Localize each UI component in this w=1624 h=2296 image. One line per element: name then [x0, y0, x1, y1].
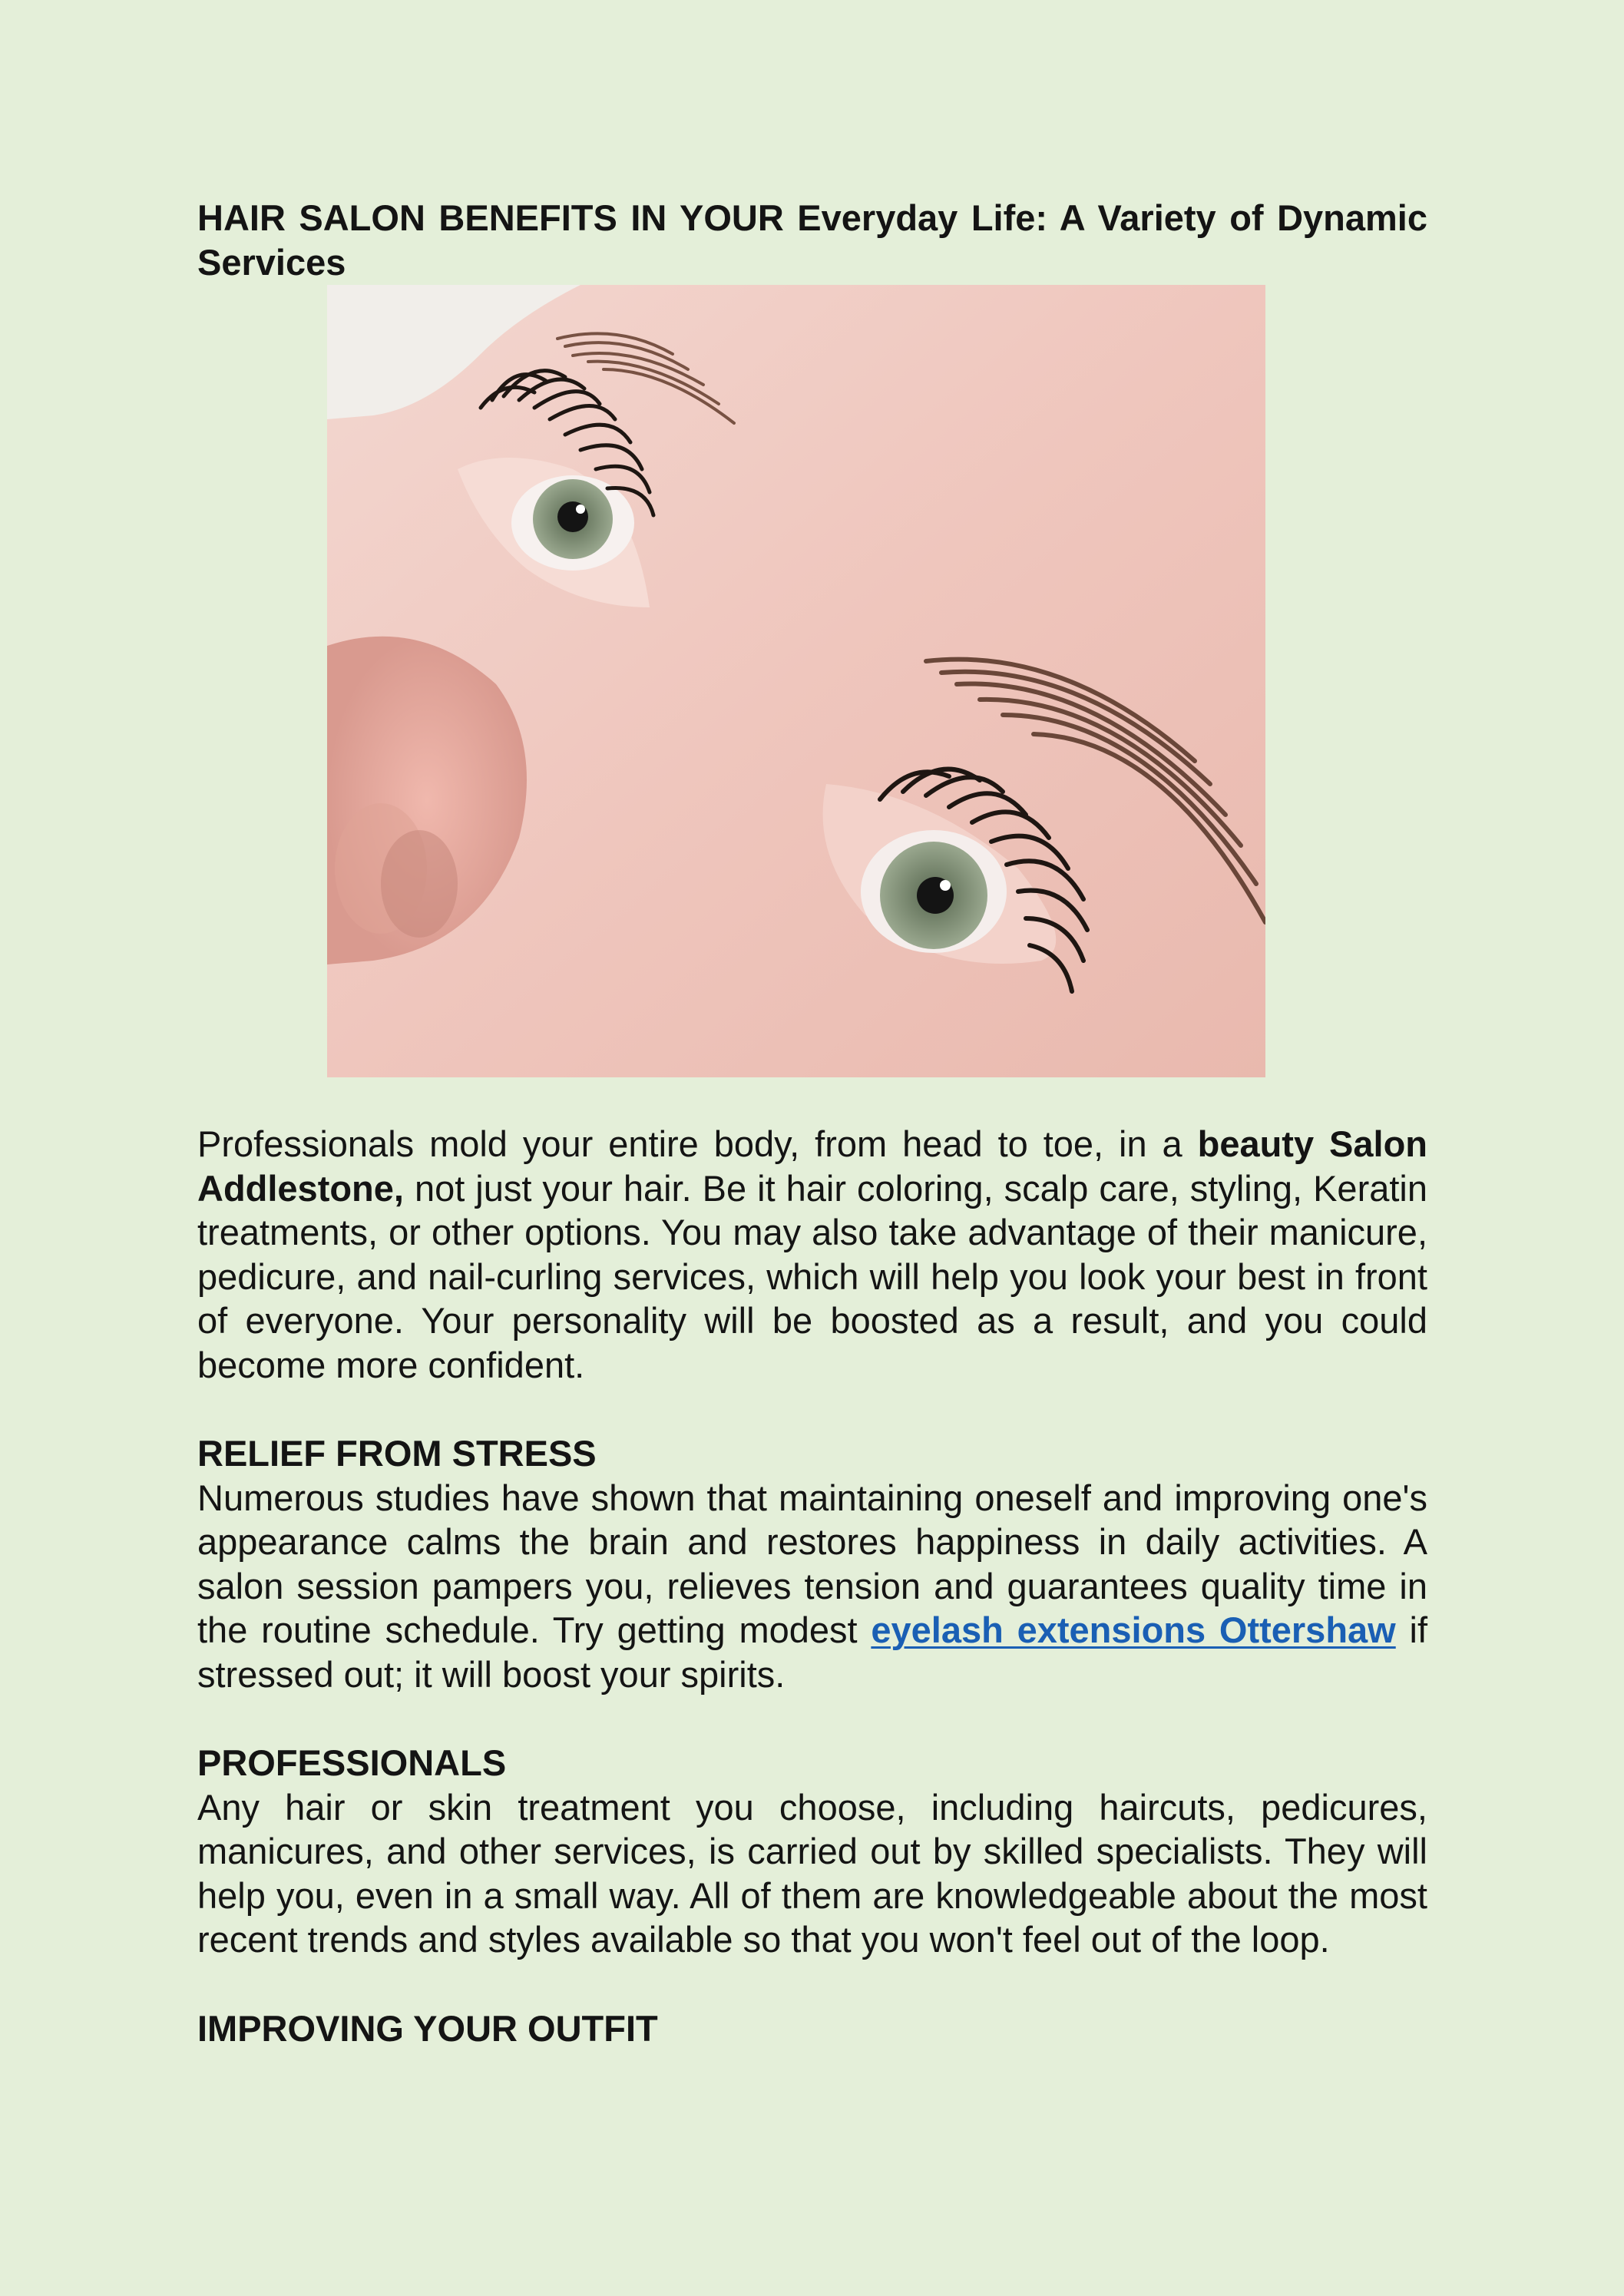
relief-text-1: Numerous studies have shown that maintaining oneself and improving one's appearance calms the brain and restores happiness in daily activities. A salon session pampers you, relieves tension and guarantees quality time in the routine schedule. Try getting modest: [197, 1477, 1427, 1650]
professionals-paragraph: Any hair or skin treatment you choose, including haircuts, pedicures, manicures, and other services, is carried out by skilled specialists. They will help you, even in a small way. All of them are knowledgeable about the most recent trends and styles available so that you won't feel out of the loop.: [197, 1786, 1427, 1960]
eyelash-extensions-link[interactable]: eyelash extensions Ottershaw: [871, 1610, 1396, 1650]
section-heading-relief: RELIEF FROM STRESS: [197, 1433, 597, 1474]
intro-text-1: Professionals mold your entire body, from head to toe, in a: [197, 1123, 1198, 1164]
page-title: HAIR SALON BENEFITS IN YOUR Everyday Life: A Variety of Dynamic Services: [197, 197, 1427, 283]
intro-paragraph: [197, 1122, 1427, 1387]
intro-text-2: not just your hair. Be it hair coloring, scalp care, styling, Keratin treatments, or other options. You may also take advantage of their manicure, pedicure, and nail-curling services, which will help you look your best in front of everyone. Your personality will be boosted as a result, and you could become more confident.: [197, 1167, 1427, 1385]
eyelash-photo: [327, 285, 1265, 1077]
section-heading-outfit: IMPROVING YOUR OUTFIT: [197, 2007, 658, 2049]
relief-paragraph: [197, 1476, 1427, 1697]
document-page: [197, 196, 1427, 2050]
eyelash-photo-illustration: [327, 285, 1265, 1077]
relief-text-2: if stressed out; it will boost your spirits.: [197, 1610, 1428, 1695]
section-heading-professionals: PROFESSIONALS: [197, 1742, 507, 1783]
salon-name-bold: beauty Salon Addlestone,: [197, 1123, 1427, 1209]
